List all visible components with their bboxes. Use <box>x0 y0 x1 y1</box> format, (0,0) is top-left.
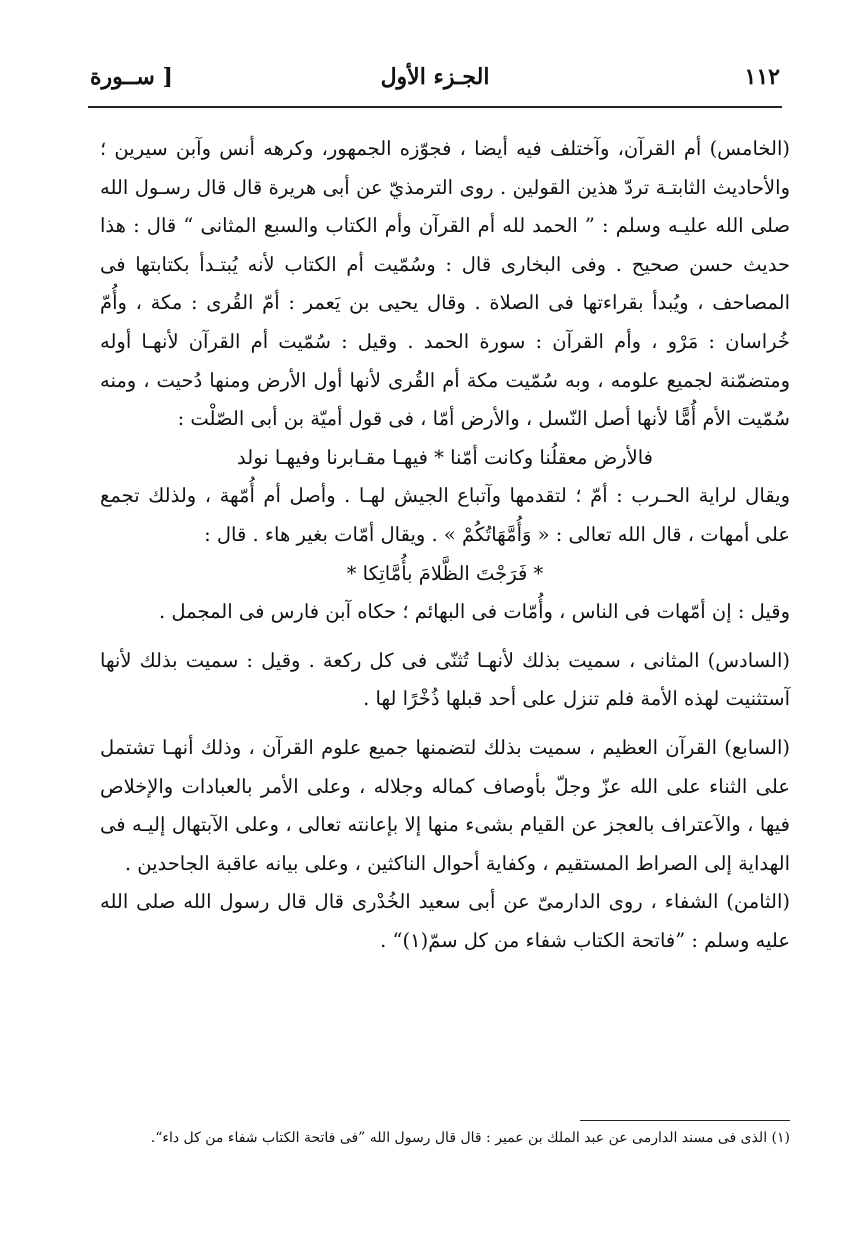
paragraph-fifth: (الخامس) أم القرآن، وآختلف فيه أيضا ، فجوّزه الجمهور، وكرهه أنس وآبن سيرين ؛ والأحاديث الثابتـة تردّ هذين القولين . روى الترمذيّ عن أبى هريرة قال قال رسـول الله صلى الله عليـه وسلم : ” الحمد لله أم القرآن وأم الكتاب والسبع المثانى “ قال : هذا حديث حسن صحيح . وفى البخارى قال : وسُمّيت أم الكتاب لأنه يُبتـدأ بكتابتها فى المصاحف ، ويُبدأ بقراءتها فى الصلاة . وقال يحيى بن يَعمر : أمّ القُرى : مكة ، وأُمّ خُراسان : مَرْو ، وأم القرآن : سورة الحمد . وقيل : سُمّيت أم القرآن لأنهـا أوله ومتضمّنة لجميع علومه ، وبه سُمّيت مكة أم القُرى لأنها أول الأرض ومنها دُحيت ، ومنه سُمّيت الأم أُمًّا لأنها أصل النّسل ، والأرض أمّا ، فى قول أميّة بن أبى الصّلْت : <box>100 137 790 431</box>
paragraph-sixth: (السادس) المثانى ، سميت بذلك لأنهـا تُثنّى فى كل ركعة . وقيل : سميت بذلك لأنها آستثنيت لهذه الأمة فلم تنزل على أحد قبلها ذُخْرًا لها . <box>100 648 790 711</box>
footnote: (١) الذى فى مسند الدارمى عن عبد الملك بن عمير : قال قال رسول الله ”فى فاتحة الكتاب شفاء من كل داء“. <box>150 1130 790 1146</box>
paragraph-eighth: (الثامن) الشفاء ، روى الدارمىّ عن أبى سعيد الخُدْرى قال قال رسول الله صلى الله عليه وسلم : ”فاتحة الكتاب شفاء من كل سمّ(١)“ . <box>100 890 790 952</box>
page-number: ١١٢ <box>744 64 780 90</box>
page-header <box>90 64 780 98</box>
paragraph-mothers: وقيل : إن أمّهات فى الناس ، وأُمّات فى البهائم ؛ حكاه آبن فارس فى المجمل . <box>159 600 790 624</box>
surah-label: [ ســورة <box>90 64 173 90</box>
verse-line: * فَرَجْتَ الظَّلامَ بأُمَّاتِكا * <box>346 561 544 585</box>
verse-line: فالأرض معقلُنا وكانت أمّنا * فيهـا مقـابرنا وفيهـا نولد <box>237 445 653 469</box>
running-title: الجـزء الأول <box>380 64 490 90</box>
header-divider <box>88 106 782 108</box>
main-text <box>100 130 790 960</box>
footnote-divider <box>580 1120 790 1121</box>
paragraph-seventh: (السابع) القرآن العظيم ، سميت بذلك لتضمنها جميع علوم القرآن ، وذلك أنهـا تشتمل على الثناء على الله عزّ وجلّ بأوصاف كماله وجلاله ، وعلى الأمر بالعبادات والإخلاص فيها ، والآعتراف بالعجز عن القيام بشىء منها إلا بإعانته تعالى ، وعلى الآبتهال إليـه فى الهداية إلى الصراط المستقيم ، وكفاية أحوال الناكثين ، وعلى بيانه عاقبة الجاحدين . <box>100 735 790 875</box>
paragraph-banner: ويقال لراية الحـرب : أمّ ؛ لتقدمها وآتباع الجيش لهـا . وأصل أم أُمّهة ، ولذلك تجمع على أمهات ، قال الله تعالى : « وَأُمَّهَاتُكُمْ » . ويقال أمّات بغير هاء . قال : <box>100 484 790 546</box>
